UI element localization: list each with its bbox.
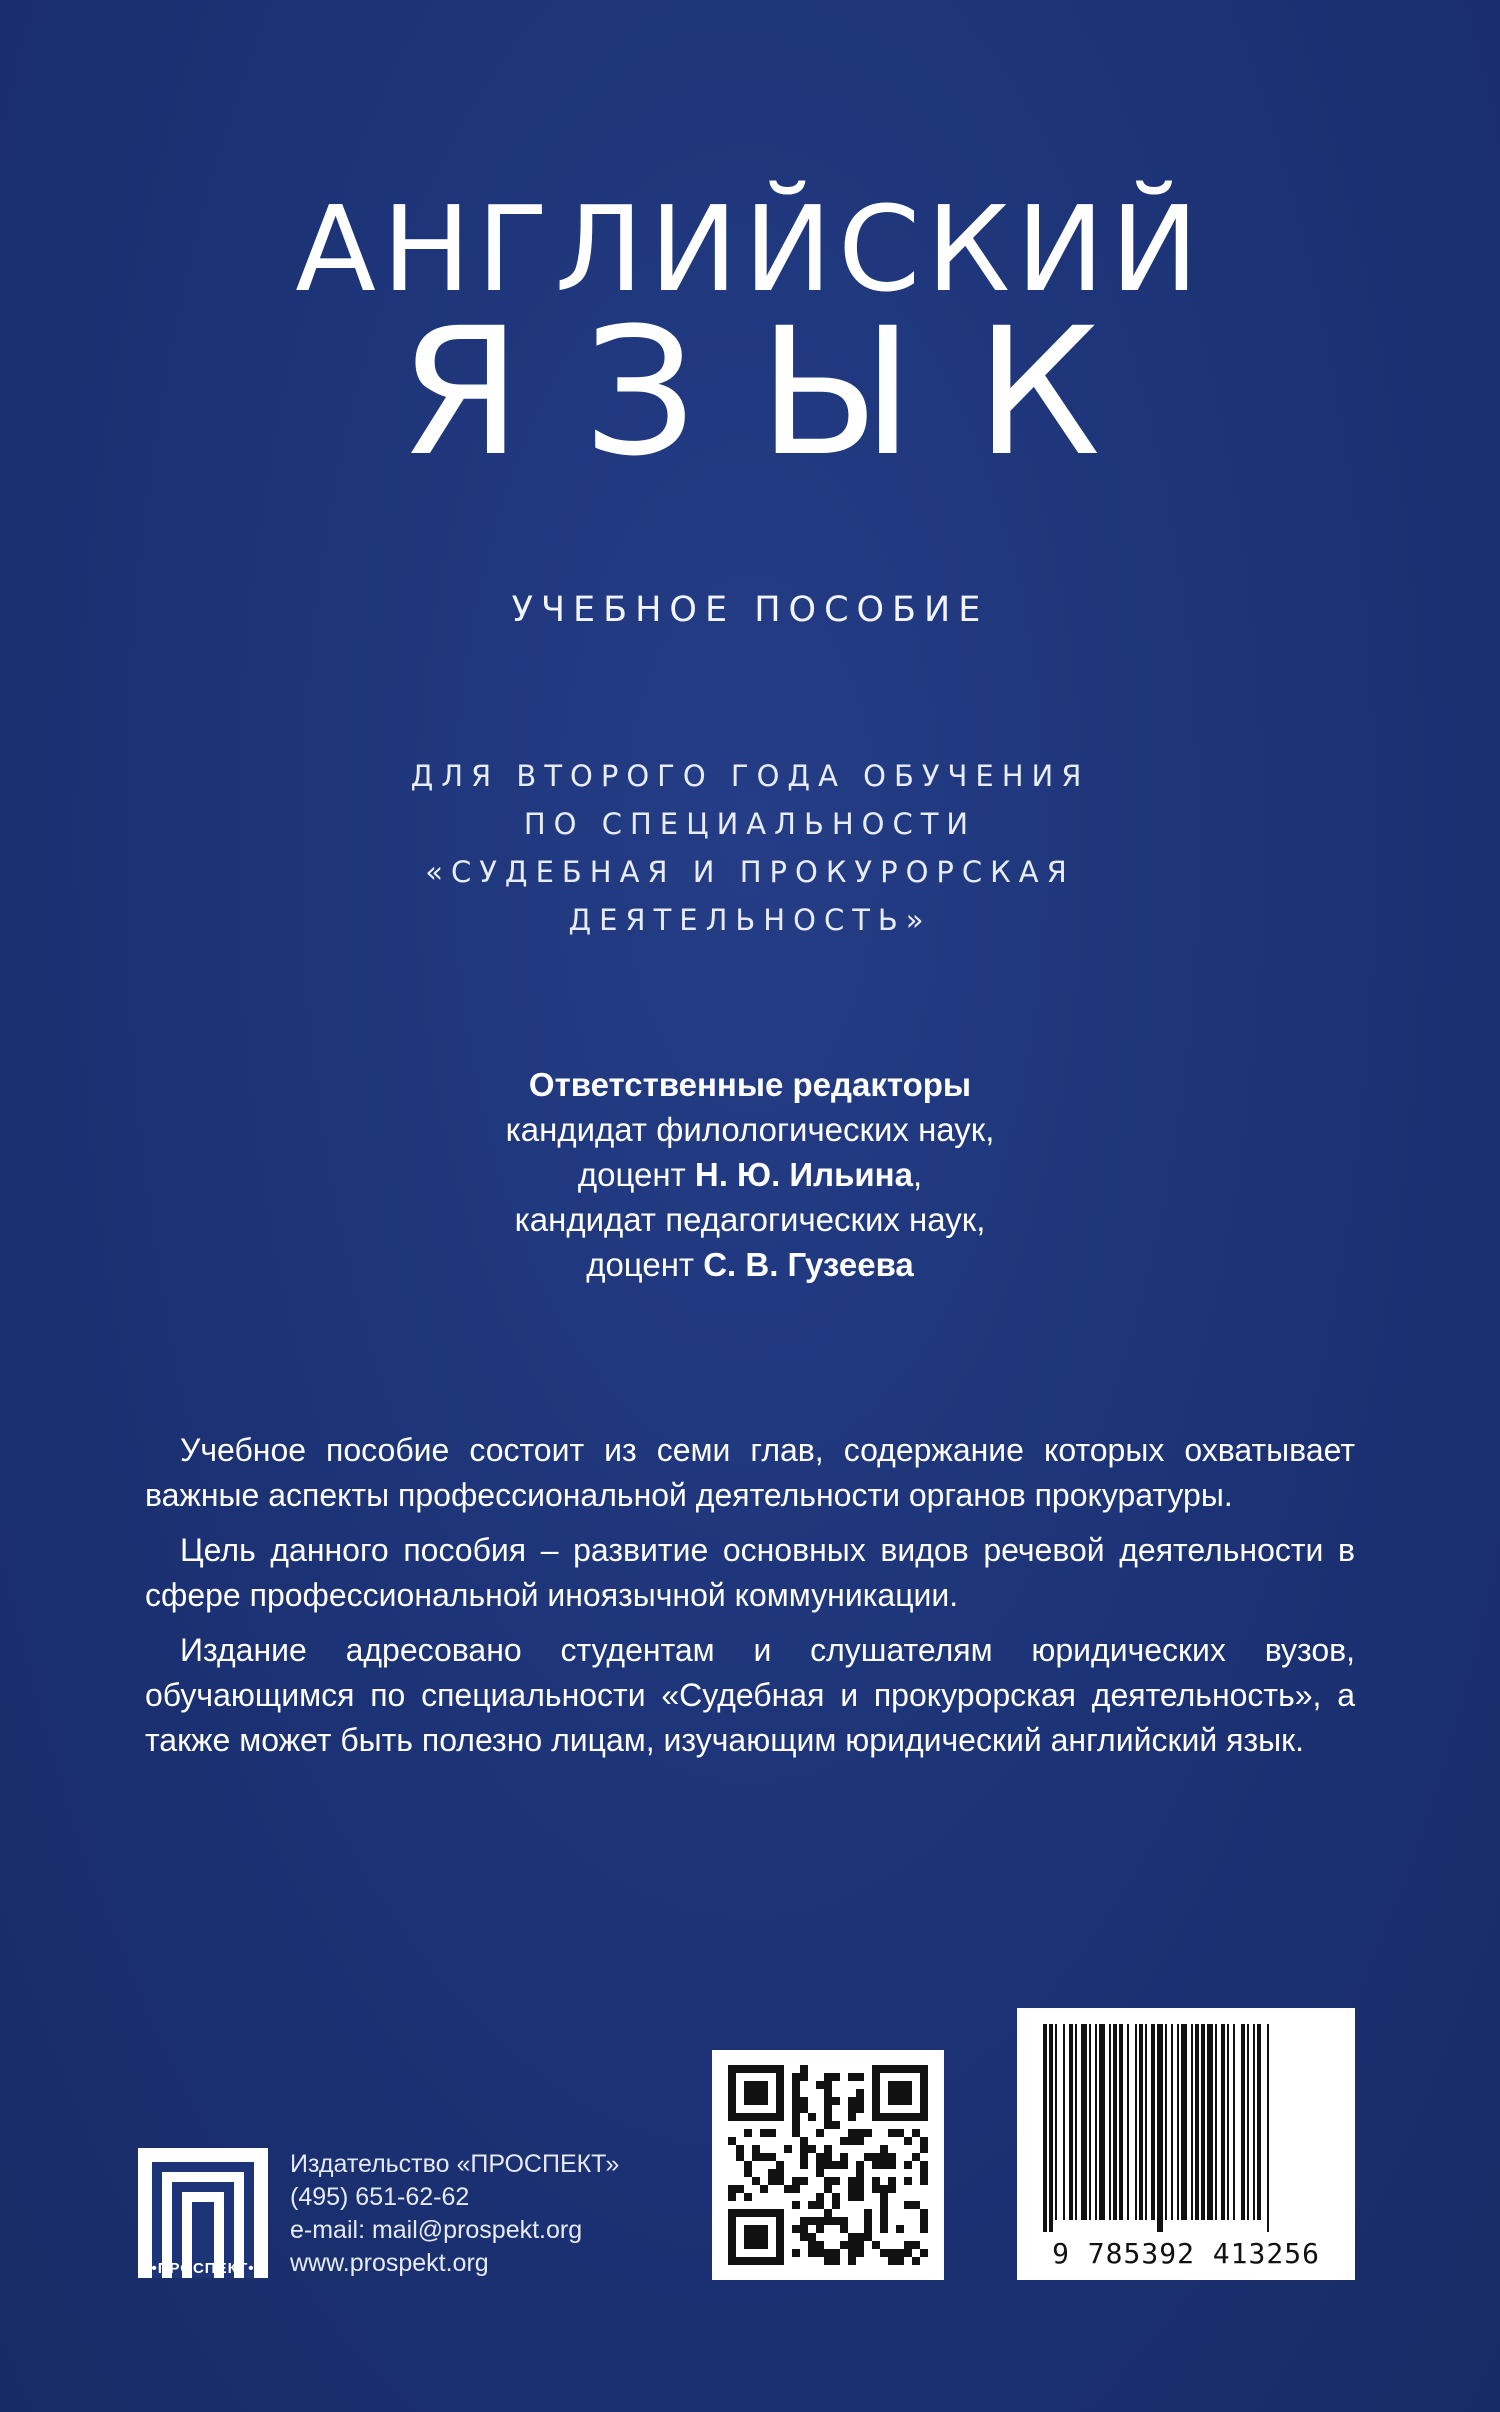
publisher-website: www.prospekt.org xyxy=(290,2249,489,2277)
editor2-line xyxy=(0,1242,1500,1287)
description-paragraph: Цель данного пособия – развитие основных видов речевой деятельности в сфере профессиональной иноязычной коммуникации. xyxy=(145,1532,1355,1613)
description-block xyxy=(145,1428,1355,1773)
qr-code xyxy=(712,2050,944,2280)
editor1-name: Н. Ю. Ильина xyxy=(694,1156,913,1193)
audience-block xyxy=(0,752,1500,944)
editors-heading: Ответственные редакторы xyxy=(528,1066,972,1103)
subtitle: УЧЕБНОЕ ПОСОБИЕ xyxy=(511,590,989,630)
editor1-degree: кандидат филологических наук, xyxy=(505,1111,995,1148)
editor2-degree: кандидат педагогических наук, xyxy=(514,1201,986,1238)
prospekt-logo-icon xyxy=(138,2148,268,2278)
editor1-suffix: , xyxy=(912,1156,923,1193)
publisher-phone: (495) 651-62-62 xyxy=(290,2183,470,2211)
editor2-name: С. В. Гузеева xyxy=(703,1246,914,1283)
editor1-line xyxy=(0,1152,1500,1197)
editor1-title: доцент xyxy=(577,1156,695,1193)
description-paragraph: Издание адресовано студентам и слушателям юридических вузов, обучающимся по специальности «Судебная и прокурорская деятельность», а также может быть полезно лицам, изучающим юридический английский язык. xyxy=(145,1632,1355,1758)
publisher-info xyxy=(290,2148,619,2280)
publisher-email: e-mail: mail@prospekt.org xyxy=(290,2216,583,2244)
logo-label: •ПРОСПЕКТ• xyxy=(151,2260,255,2277)
audience-line: ДЕЯТЕЛЬНОСТЬ» xyxy=(568,903,932,937)
title-line-1: АНГЛИЙСКИЙ xyxy=(295,180,1205,318)
editor2-title: доцент xyxy=(586,1246,704,1283)
editors-block xyxy=(0,1062,1500,1287)
publisher-name: Издательство «ПРОСПЕКТ» xyxy=(290,2150,620,2178)
barcode xyxy=(1017,2008,1355,2280)
audience-line: «СУДЕБНАЯ И ПРОКУРОРСКАЯ xyxy=(425,855,1075,889)
description-paragraph: Учебное пособие состоит из семи глав, содержание которых охватывает важные аспекты профессиональной деятельности органов прокуратуры. xyxy=(145,1432,1355,1513)
title-line-2: ЯЗЫК xyxy=(399,290,1163,495)
audience-line: ПО СПЕЦИАЛЬНОСТИ xyxy=(523,807,977,841)
isbn-number: 9 785392 413256 xyxy=(1052,2237,1320,2270)
barcode-icon xyxy=(1017,2008,1355,2238)
audience-line: ДЛЯ ВТОРОГО ГОДА ОБУЧЕНИЯ xyxy=(410,759,1090,793)
qr-code-icon xyxy=(712,2050,944,2280)
